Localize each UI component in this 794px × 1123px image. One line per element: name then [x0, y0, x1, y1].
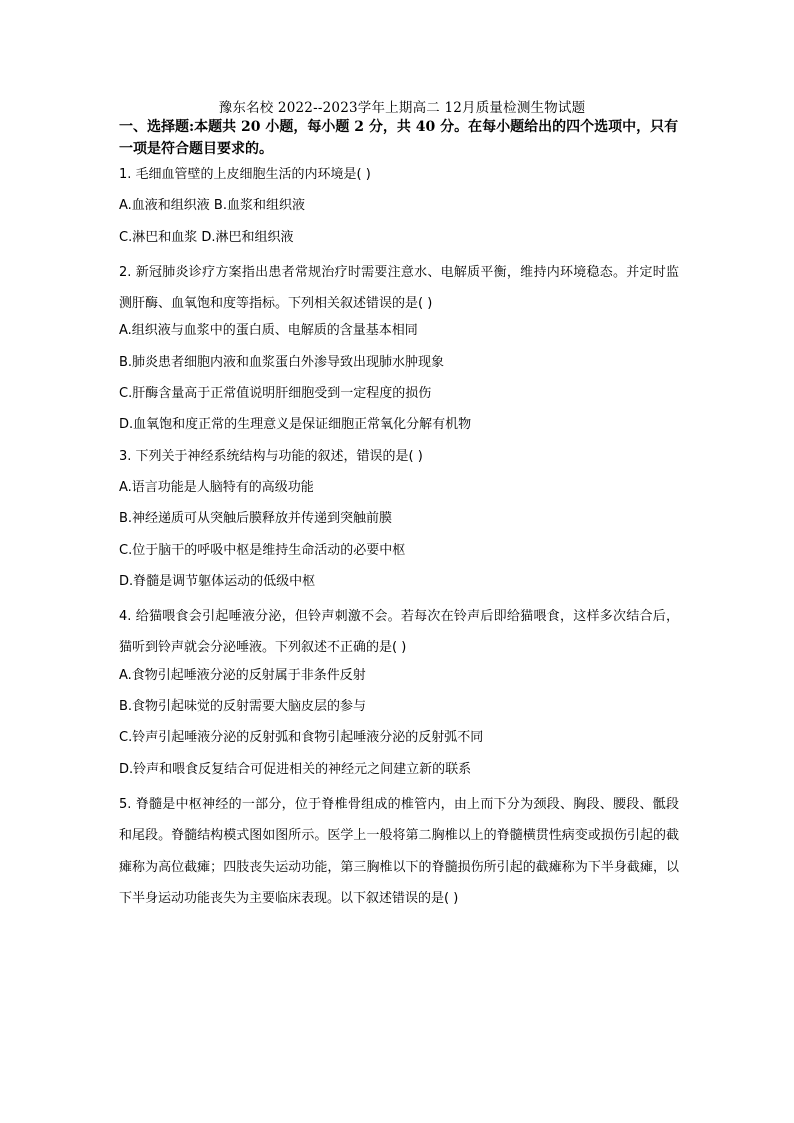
question-3-option-c: C.位于脑干的呼吸中枢是维持生命活动的必要中枢 — [119, 542, 406, 558]
question-3-option-b: B.神经递质可从突触后膜释放并传递到突触前膜 — [119, 511, 393, 527]
question-3-option-d: D.脊髓是调节躯体运动的低级中枢 — [119, 573, 316, 589]
question-list — [119, 163, 679, 914]
question-1-options-row-2: C.淋巴和血浆 D.淋巴和组织液 — [119, 229, 294, 245]
exam-title: 豫东名校 2022--2023学年上期高二 12月质量检测生物试题 — [218, 100, 586, 116]
section-heading: 一、选择题:本题共 20 小题，每小题 2 分，共 40 分。在每小题给出的四个选项中，只有一项是符合题目要求的。 — [119, 119, 679, 157]
question-3-option-a: A.语言功能是人脑特有的高级功能 — [119, 479, 314, 495]
question-4-option-d: D.铃声和喂食反复结合可促进相关的神经元之间建立新的联系 — [119, 761, 472, 777]
question-2-option-a: A.组织液与血浆中的蛋白质、电解质的含量基本相同 — [119, 323, 418, 339]
question-2-option-c: C.肝酶含量高于正常值说明肝细胞受到一定程度的损伤 — [119, 386, 432, 402]
question-2-option-b: B.肺炎患者细胞内液和血浆蛋白外渗导致出现肺水肿现象 — [119, 354, 445, 370]
question-3-stem: 3. 下列关于神经系统结构与功能的叙述，错误的是( ) — [119, 448, 423, 464]
question-2-option-d: D.血氧饱和度正常的生理意义是保证细胞正常氧化分解有机物 — [119, 417, 472, 433]
question-1-stem: 1. 毛细血管壁的上皮细胞生活的内环境是( ) — [119, 167, 371, 182]
question-2-stem: 2. 新冠肺炎诊疗方案指出患者常规治疗时需要注意水、电解质平衡，维持内环境稳态。并定时监测肝酶、血氧饱和度等指标。下列相关叙述错误的是( ) — [119, 264, 679, 312]
question-4-stem: 4. 给猫喂食会引起唾液分泌，但铃声刺激不会。若每次在铃声后即给猫喂食，这样多次结合后，猫听到铃声就会分泌唾液。下列叙述不正确的是( ) — [119, 609, 679, 656]
question-4-option-c: C.铃声引起唾液分泌的反射弧和食物引起唾液分泌的反射弧不同 — [119, 730, 484, 746]
question-5-stem: 5. 脊髓是中枢神经的一部分，位于脊椎骨组成的椎管内，由上而下分为颈段、胸段、腰段、骶段和尾段。脊髓结构模式图如图所示。医学上一般将第二胸椎以上的脊髓横贯性病变或损伤引起的截瘫称为高位截瘫；四肢丧失运动功能，第三胸椎以下的脊髓损伤所引起的截瘫称为下半身截瘫，以下半身运动功能丧失为主要临床表现。以下叙述错误的是( ) — [119, 796, 679, 906]
question-4-option-b: B.食物引起味觉的反射需要大脑皮层的参与 — [119, 699, 367, 715]
question-1-options-row-1: A.血液和组织液 B.血浆和组织液 — [119, 198, 305, 214]
question-4-option-a: A.食物引起唾液分泌的反射属于非条件反射 — [119, 667, 366, 683]
